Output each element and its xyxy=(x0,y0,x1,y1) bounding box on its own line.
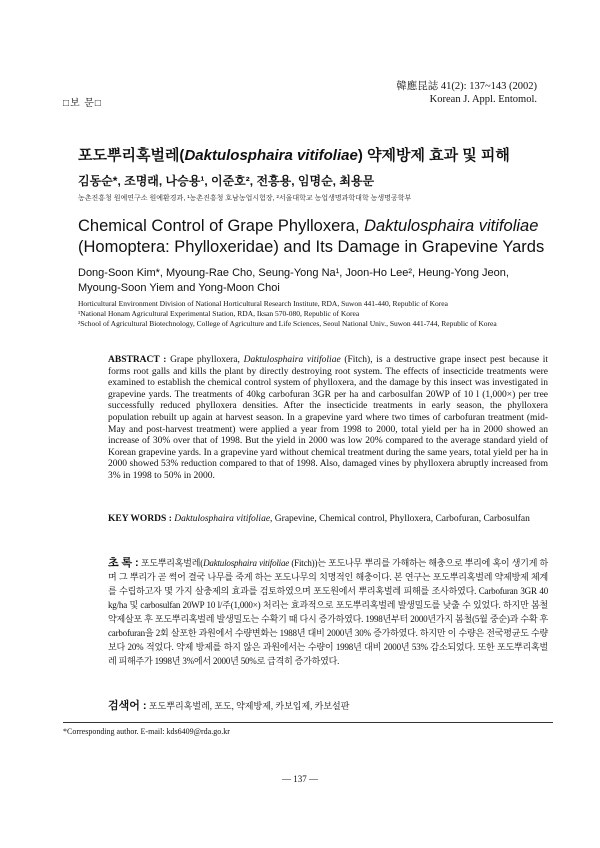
keywords xyxy=(108,514,548,526)
corresponding-author-footnote: *Corresponding author. E-mail: kds6409@rda.go.kr xyxy=(63,727,230,736)
keywords-rest: , Grapevine, Chemical control, Phylloxera, Carbofuran, Carbosulfan xyxy=(270,514,530,524)
english-affiliations xyxy=(78,299,548,329)
keywords-label: KEY WORDS : xyxy=(108,514,172,524)
keywords-species: Daktulosphaira vitifoliae xyxy=(174,514,271,524)
abstract-label: ABSTRACT : xyxy=(108,355,167,365)
korean-abstract-label: 초 록 : xyxy=(108,557,139,569)
abstract-body: (Fitch), is a destructive grape insect pest because it forms root galls and kills the plant by directly destroying root system. The effects of insecticide treatments were examined to establish the chemical control system of phylloxera, and the damage by this insect was investigated in grapevine yards. The treatments of 40kg carbofuran 3GR per ha and carbosulfan 20WP of 10 l (1,000×) per tree successfully reduced phylloxera densities. After the insecticide treatments in early season, the phylloxera population rebuilt up again at harvest season. In a grapevine yard where two times of carbofuran treatment (mid-May and post-harvest treatment) were applied a year from 1998 to 2000, total yield per ha in 2000 showed an increase of 30% over that of 1998. But the yield in 2000 was low 20% compared to the average standard yield of Korean grapevine yards. In a grapevine yard without chemical treatment during the same years, total yield per ha in 2000 showed 53% reduction compared to that of 1998. Also, damaged vines by phylloxera abruptly increased from 3% in 1998 to 50% in 2000. xyxy=(108,355,548,481)
korean-abstract-species: Daktulosphaira vitifoliae xyxy=(203,558,290,568)
affiliation-line: ¹National Honam Agricultural Experimental Station, RDA, Iksan 570-080, Republic of Korea xyxy=(78,309,360,318)
abstract-intro: Grape phylloxera, xyxy=(170,355,244,365)
english-title-species: Daktulosphaira vitifoliae xyxy=(364,217,539,235)
abstract-species: Daktulosphaira vitifoliae xyxy=(243,355,341,365)
korean-abstract xyxy=(108,556,548,668)
english-title-line-2: (Homoptera: Phylloxeridae) and Its Damage in Grapevine Yards xyxy=(78,238,545,256)
english-authors: Dong-Soon Kim*, Myoung-Rae Cho, Seung-Yong Na¹, Joon-Ho Lee², Heung-Yong Jeon, Myoung-Soon Yiem and Yong-Moon Choi xyxy=(78,267,509,294)
korean-abstract-body: (Fitch))는 포도나무 뿌리를 가해하는 해충으로 뿌리에 혹이 생기게 하며 그 뿌리가 곧 썩어 결국 나무를 죽게 하는 포도나무의 치명적인 해충이다. 본 연구는 포도뿌리혹벌레 약제방제 체계를 수립하고자 몇 가지 살충제의 효과를 검토하였으며 포도원에서 뿌리혹벌레 피해를 조사하였다. Carbofuran 3GR 40 kg/ha 및 carbosulfan 20WP 10 l/주(1,000×) 처리는 효과적으로 포도뿌리혹벌레 발생밀도를 낮출 수 있었다. 하지만 봄철 약제살포 후 포도뿌리혹벌레 발생밀도는 수확기 때 다시 증가하였다. 1998년부터 2000년가지 봄철(5월 중순)과 수확 후 carbofuran을 2회 살포한 과원에서 수량변화는 1988년 대비 2000년 30% 증가하였다. 하지만 이 수량은 전국평균도 수량보다 20% 적었다. 약제 방제를 하지 않은 과원에서는 수량이 1998년 대비 2000년 53% 감소되었다. 또한 포도뿌리혹벌레 피해주가 1998년 3%에서 2000년 50%로 급격히 증가하였다. xyxy=(108,558,548,666)
korean-title-suffix: ) 약제방제 효과 및 피해 xyxy=(357,147,510,164)
korean-keywords-body: 포도뿌리혹벌레, 포도, 약제방제, 카보입제, 카보설판 xyxy=(148,701,350,711)
korean-authors: 김동순*, 조명래, 나승용¹, 이준호², 전흥용, 임명순, 최용문 xyxy=(78,174,375,188)
page-number: — 137 — xyxy=(282,774,318,784)
korean-affiliations: 농촌진흥청 원예연구소 원예환경과, ¹농촌진흥청 호남농업시험장, ²서울대학교 농업생명과학대학 농생명공학부 xyxy=(78,195,412,202)
english-title-line-1 xyxy=(78,216,548,237)
english-title-prefix: Chemical Control of Grape Phylloxera, xyxy=(78,217,365,235)
korean-keywords-label: 검색어 : xyxy=(108,700,147,712)
affiliation-line: ²School of Agricultural Biotechnology, College of Agriculture and Life Sciences, Seoul National Univ., Suwon 441-744, Republic of Korea xyxy=(78,319,497,328)
journal-citation-block xyxy=(396,80,537,106)
korean-abstract-intro: 포도뿌리혹벌레( xyxy=(140,558,204,568)
abstract xyxy=(108,355,548,483)
korean-title-prefix: 포도뿌리혹벌레( xyxy=(78,147,185,164)
english-title xyxy=(78,216,548,258)
journal-citation: 韓應昆誌 41(2): 137~143 (2002) xyxy=(396,81,537,92)
affiliation-line: Horticultural Environment Division of National Horticultural Research Institute, RDA, Suwon 441-440, Republic of Korea xyxy=(78,299,448,308)
korean-keywords xyxy=(108,697,548,713)
footnote-divider xyxy=(63,722,553,723)
journal-name: Korean J. Appl. Entomol. xyxy=(429,94,537,105)
korean-title-species: Daktulosphaira vitifoliae xyxy=(184,147,358,164)
page-label: □보 문□ xyxy=(63,98,102,109)
korean-title xyxy=(78,144,510,165)
